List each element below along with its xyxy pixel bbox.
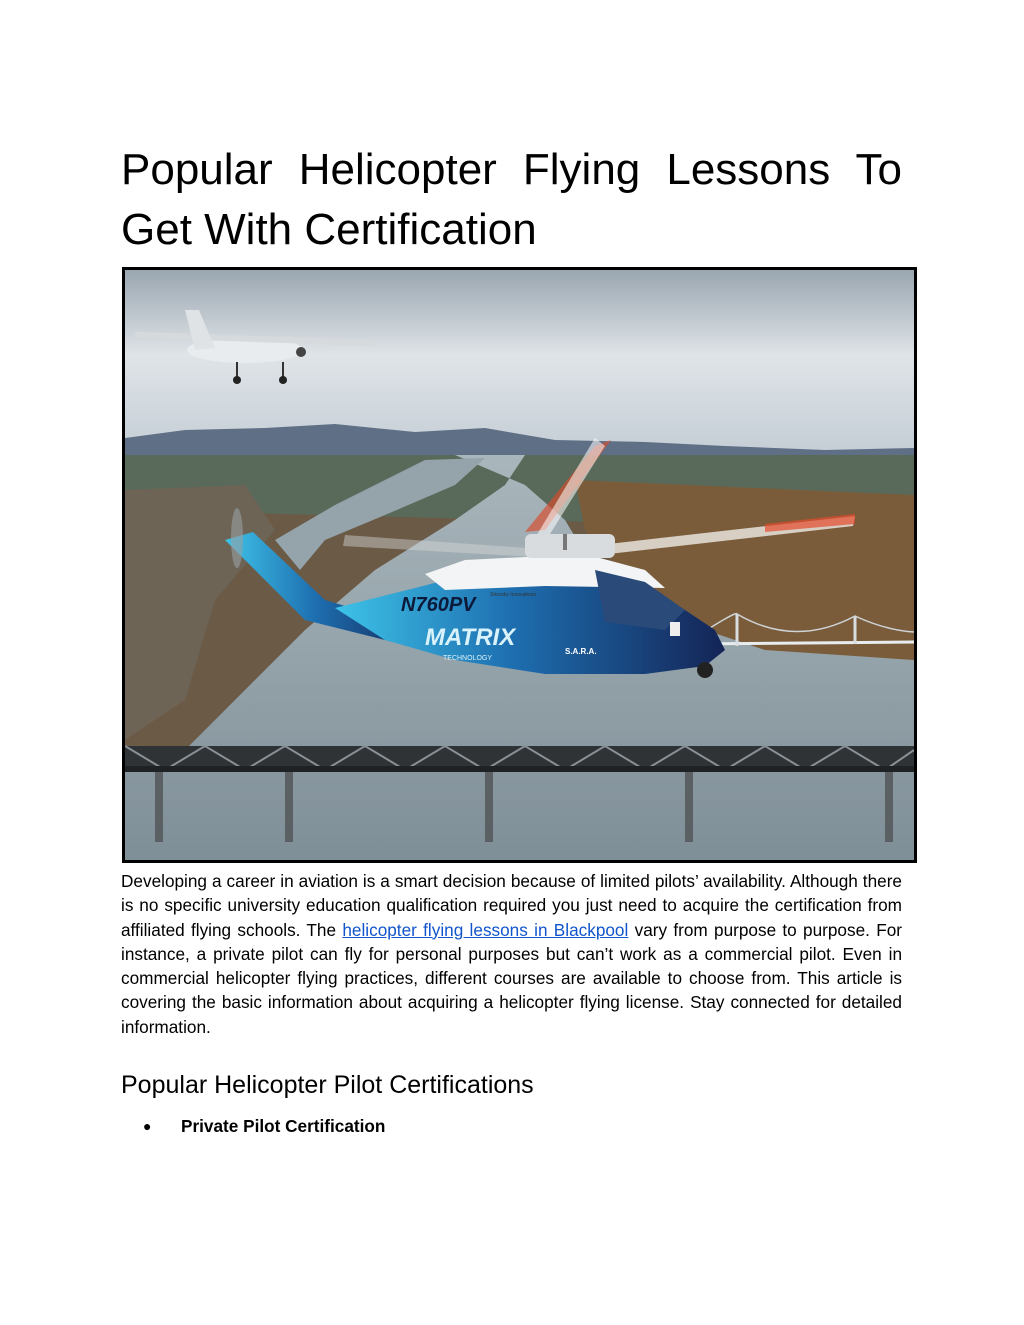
page-title: Popular Helicopter Flying Lessons To Get With Certification xyxy=(121,145,902,254)
cabin-text: Sikorsky Innovations xyxy=(490,592,536,598)
tail-number-text: N760PV xyxy=(401,594,476,616)
intro-paragraph xyxy=(121,869,902,1039)
helicopter-photo xyxy=(122,267,917,863)
section-heading: Popular Helicopter Pilot Certifications xyxy=(121,1071,534,1099)
blackpool-lessons-link[interactable]: helicopter flying lessons in Blackpool xyxy=(342,919,629,940)
bullet-marker: ● xyxy=(143,1118,152,1134)
livery-mark-text: S.A.R.A. xyxy=(565,647,597,656)
list-item xyxy=(121,1114,902,1138)
paragraph-text-end: vary from purpose to purpose. For instance, a private pilot can fly for personal purposes but can’t work as a commercial pilot. Even in commercial helicopter flying practices, different courses are available to choose from. This article is covering the basic information about acquiring a helicopter flying license. Stay connected for detailed information. xyxy=(121,919,902,1037)
livery-brand-text: MATRIX xyxy=(425,624,516,651)
paragraph-text-start: Developing a career in aviation is a smart decision because of limited pilots’ availability. Although there is no specific university education qualification required you just need to acquire the certification from affiliated flying schools. The xyxy=(121,871,902,940)
livery-sub-text: TECHNOLOGY xyxy=(443,655,493,662)
list-item-text: Private Pilot Certification xyxy=(181,1116,386,1136)
certification-list xyxy=(121,1114,902,1138)
